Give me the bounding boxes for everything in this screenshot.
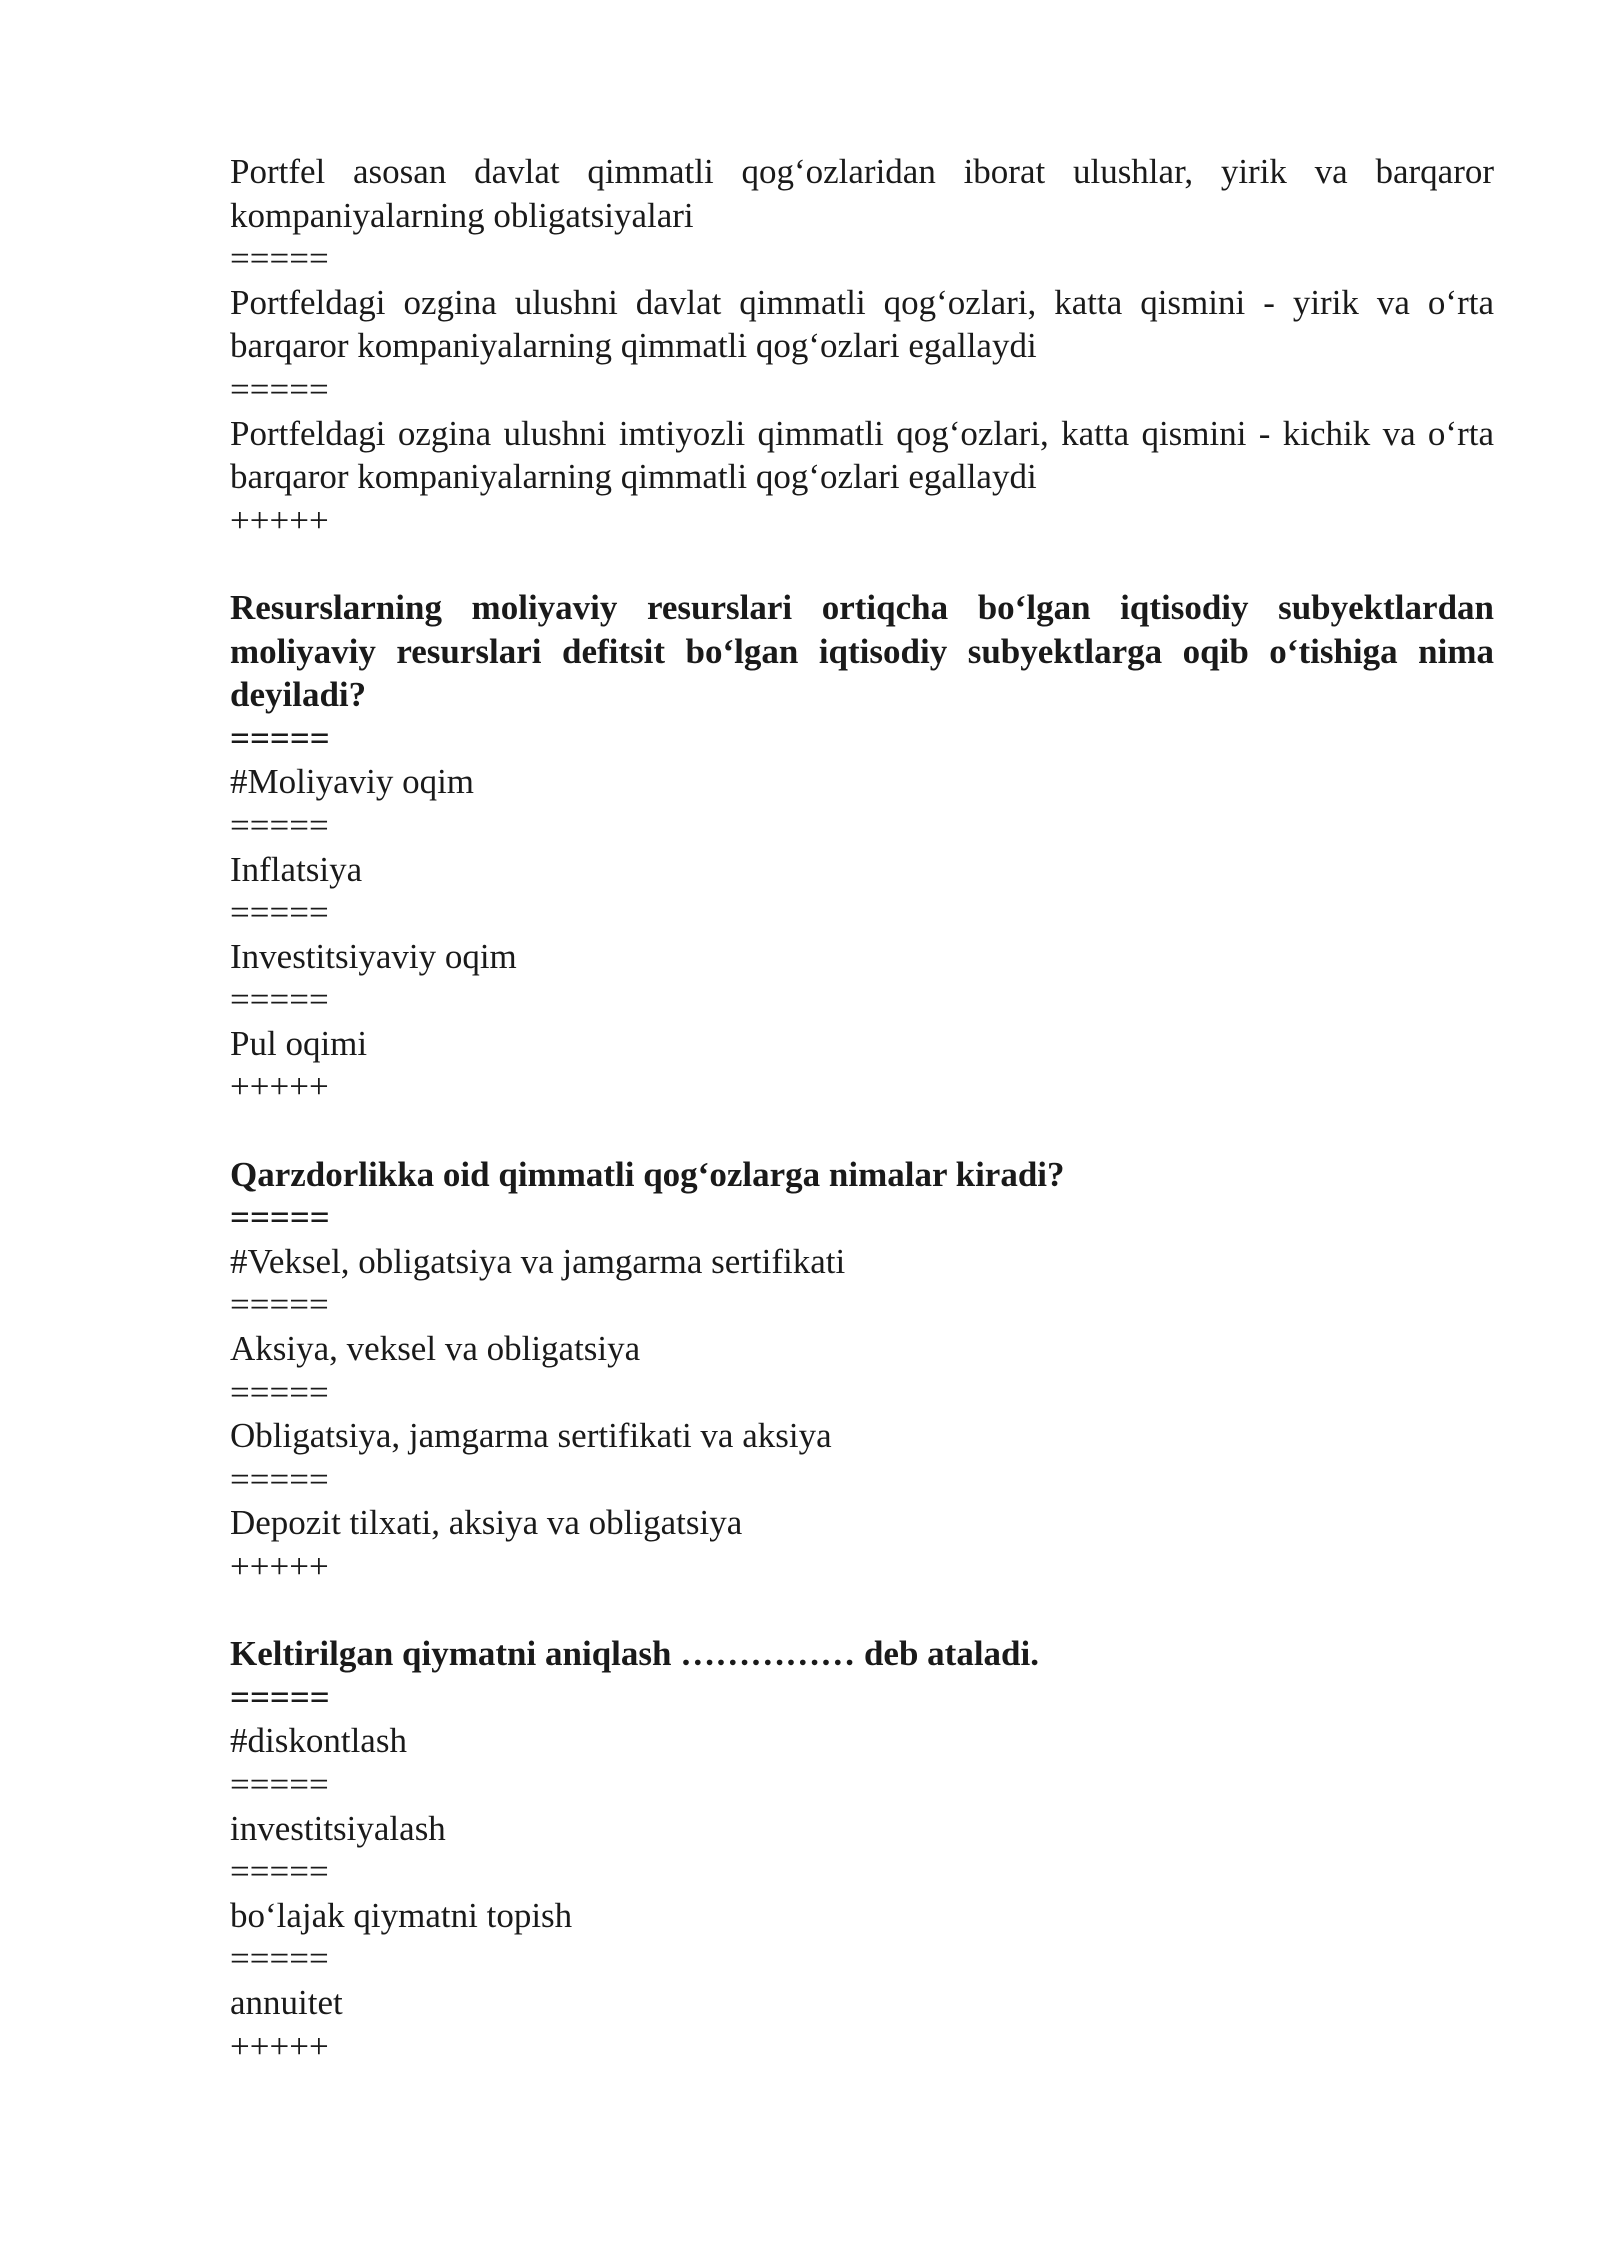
question-1-option-3: Investitsiyaviy oqim bbox=[230, 936, 517, 976]
question-2-option-2: Aksiya, veksel va obligatsiya bbox=[230, 1329, 641, 1369]
blank-line bbox=[230, 542, 1494, 586]
separator: ===== bbox=[230, 1852, 329, 1892]
intro-option-1: Portfel asosan davlat qimmatli qog‘ozlaridan iborat ulushlar, yirik va barqaror kompaniyalarning obligatsiyalari bbox=[230, 152, 1494, 235]
separator: ===== bbox=[230, 239, 329, 279]
separator: ===== bbox=[230, 1677, 330, 1717]
question-1-option-1: #Moliyaviy oqim bbox=[230, 762, 475, 802]
question-1-text: Resurslarning moliyaviy resurslari ortiqcha bo‘lgan iqtisodiy subyektlardan moliyaviy resurslari defitsit bo‘lgan iqtisodiy subyektlarga oqib o‘tishiga nima deyiladi? bbox=[230, 587, 1494, 715]
question-2-option-1: #Veksel, obligatsiya va jamgarma sertifikati bbox=[230, 1241, 846, 1281]
end-marker: +++++ bbox=[230, 1547, 329, 1586]
separator: ===== bbox=[230, 718, 330, 758]
question-2-option-3: Obligatsiya, jamgarma sertifikati va aksiya bbox=[230, 1416, 832, 1456]
separator: ===== bbox=[230, 1372, 329, 1412]
separator: ===== bbox=[230, 1764, 329, 1804]
separator: ===== bbox=[230, 893, 329, 933]
intro-option-2: Portfeldagi ozgina ulushni davlat qimmatli qog‘ozlari, katta qismini - yirik va o‘rta barqaror kompaniyalarning qimmatli qog‘ozlari egallaydi bbox=[230, 282, 1494, 366]
separator: ===== bbox=[230, 1198, 330, 1238]
end-marker: +++++ bbox=[230, 1067, 329, 1107]
end-marker: +++++ bbox=[230, 2026, 329, 2066]
end-marker: +++++ bbox=[230, 500, 329, 540]
question-3-option-1: #diskontlash bbox=[230, 1721, 407, 1761]
separator: ===== bbox=[230, 369, 329, 409]
blank-line bbox=[230, 1109, 1494, 1153]
separator: ===== bbox=[230, 1459, 329, 1499]
question-3-option-2: investitsiyalash bbox=[230, 1808, 446, 1848]
question-3-option-4: annuitet bbox=[230, 1982, 343, 2022]
separator: ===== bbox=[230, 805, 329, 845]
question-2-text: Qarzdorlikka oid qimmatli qog‘ozlarga nimalar kiradi? bbox=[230, 1154, 1065, 1194]
separator: ===== bbox=[230, 1939, 329, 1979]
separator: ===== bbox=[230, 980, 329, 1020]
question-1-option-4: Pul oqimi bbox=[230, 1023, 368, 1063]
intro-option-3: Portfeldagi ozgina ulushni imtiyozli qimmatli qog‘ozlari, katta qismini - kichik va o‘rta barqaror kompaniyalarning qimmatli qog‘ozlari egallaydi bbox=[230, 413, 1494, 497]
document-page bbox=[230, 150, 1494, 2068]
question-2-option-4: Depozit tilxati, aksiya va obligatsiya bbox=[230, 1503, 743, 1543]
separator: ===== bbox=[230, 1285, 329, 1325]
blank-line bbox=[230, 1589, 1494, 1633]
question-1-option-2: Inflatsiya bbox=[230, 849, 363, 889]
question-3-text: Keltirilgan qiymatni aniqlash …………… deb ataladi. bbox=[230, 1634, 1039, 1674]
question-3-option-3: bo‘lajak qiymatni topish bbox=[230, 1895, 573, 1935]
